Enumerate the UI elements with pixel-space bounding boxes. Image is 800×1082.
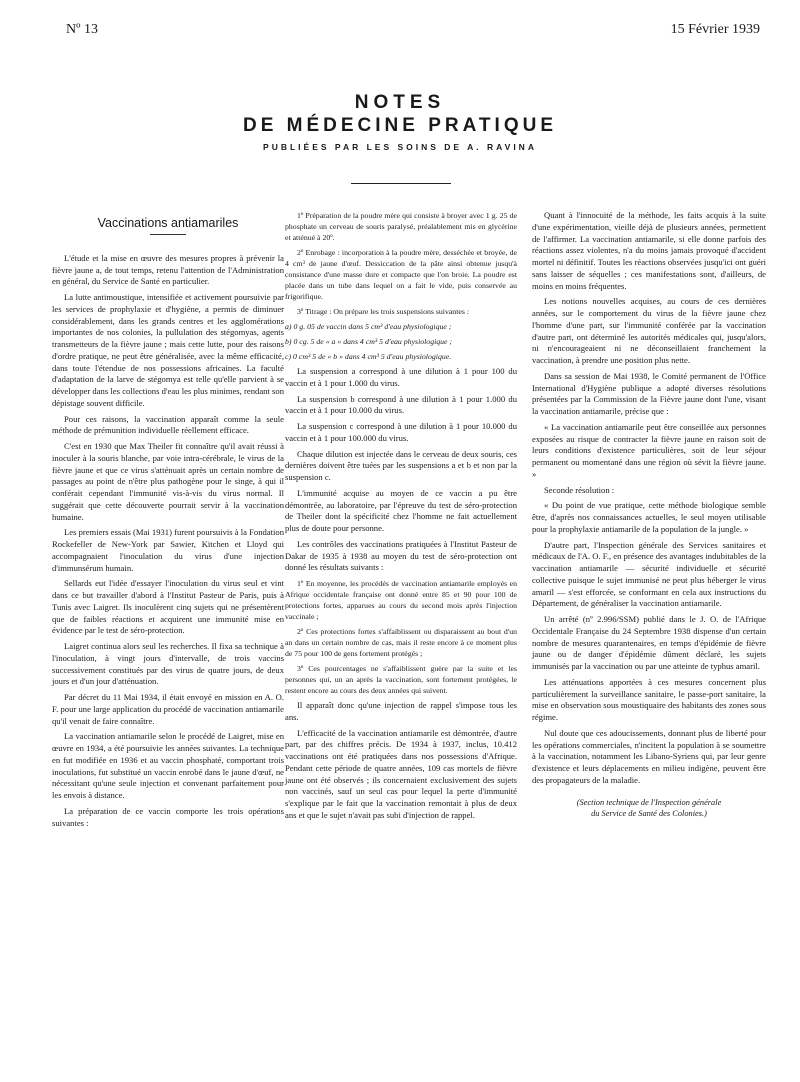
paragraph: Par décret du 11 Mai 1934, il était envoyé en mission en A. O. F. pour une large application du procédé de vaccination antiamarile qu'il venait de faire connaître.: [52, 692, 284, 726]
suspension-item: c) 0 cm³ 5 de « b » dans 4 cm³ 5 d'eau physiologique.: [285, 352, 452, 361]
quoted-resolution: « La vaccination antiamarile peut être conseillée aux personnes exposées au risque de contracter la fièvre jaune en raison soit de leurs conditions d'existence particulières, soit de leur séjour permanent ou momentané dans une région où sévit la fièvre jaune. »: [532, 421, 766, 479]
result-item: 2º Ces protections fortes s'affaiblissent ou disparaissent au bout d'un an dans un certain nombre de cas, mais il reste encore à ce moment plus de 75 pour 100 de gens fortement protégés ;: [285, 627, 517, 658]
source-line: du Service de Santé des Colonies.): [591, 809, 707, 818]
result-item: 3º Ces pourcentages ne s'affaiblissent guère par la suite et les personnes qui, un an après la vaccination, sont fortement protégées, le restent encore au cours des deux années qui suivent.: [285, 664, 517, 695]
paragraph: L'immunité acquise au moyen de ce vaccin a pu être démontrée, au laboratoire, par l'épreuve du test de séro-protection de Theiler dont la spécificité chez l'homme ne fait actuellement plus de doute pour personne.: [285, 487, 517, 533]
paragraph: La suspension b correspond à une dilution à 1 pour 1.000 du vaccin et à 1 pour 10.000 du virus.: [285, 393, 517, 416]
paragraph: La lutte antimoustique, intensifiée et activement poursuivie par les services de prophylaxie et d'hygiène, a permis de diminuer considérablement, dans les grands centres et les agglomérations importantes de nos colonies, la pullulation des stégomyas, agents transmetteurs de la fièvre jaune ; mais cette lutte, pour des raisons d'ordre pratique, ne peut être généralisée, avec la même efficacité, dans toute l'étendue de nos possessions africaines. La faculté d'adaptation de la larve de stégomya est telle qu'elle parvient à se développer dans les collections d'eau les plus minimes, rendant son dépistage souvent difficile.: [52, 292, 284, 408]
paragraph: L'étude et la mise en œuvre des mesures propres à prévenir la fièvre jaune a, de tout temps, retenu l'attention de l'Administration en général, du Service de Santé en particulier.: [52, 252, 284, 287]
masthead-subtitle: PUBLIÉES PAR LES SOINS DE A. RAVINA: [263, 142, 537, 152]
issue-date: 15 Février 1939: [670, 22, 760, 37]
paragraph: La vaccination antiamarile selon le procédé de Laigret, mise en œuvre en 1934, a été poursuivie les années suivantes. La technique en fut modifiée en 1936 et au vaccin phosphaté, comportant trois inoculations, fut substitué un vaccin enrobé dans le jaune d'œuf, ne nécessitant qu'une seule injection et convenant parfaitement pour les envois à distance.: [52, 731, 284, 800]
masthead-divider: [351, 183, 451, 184]
source-line: (Section technique de l'Inspection générale: [576, 797, 722, 807]
column-2: [285, 210, 517, 826]
article-title: Vaccinations antiamariles: [97, 216, 239, 230]
title-divider: [150, 234, 186, 235]
paragraph: Il apparaît donc qu'une injection de rappel s'impose tous les ans.: [285, 700, 517, 722]
preparation-step: 3º Titrage : On prépare les trois suspensions suivantes :: [297, 307, 469, 316]
paragraph: La suspension c correspond à une dilution à 1 pour 10.000 du vaccin et à 1 pour 100.000 du virus.: [285, 421, 517, 443]
paragraph: Un arrêté (nº 2.996/SSM) publié dans le J. O. de l'Afrique Occidentale Française du 24 Septembre 1938 dispense d'un certain nombre de mesures quarantenaires, en temps d'épidémie de fièvre jaune ou de danger d'épidémie dûment déclaré, les sujets immunisés par la vaccination ou par une atteinte de typhus amaril.: [532, 614, 766, 671]
paragraph: Chaque dilution est injectée dans le cerveau de deux souris, ces dernières doivent être tuées par les suspensions a et b et non par la suspension c.: [285, 448, 517, 482]
paragraph: Seconde résolution :: [544, 484, 615, 495]
preparation-step: 1º Préparation de la poudre mère qui consiste à broyer avec 1 g. 25 de phosphate un cerveau de souris paralysé, préalablement mis en glycérine et atténué à 20º.: [285, 211, 517, 242]
masthead-title-line1: NOTES: [354, 92, 446, 113]
paragraph: Les contrôles des vaccinations pratiquées à l'Institut Pasteur de Dakar de 1935 à 1938 au moyen du test de séro-protection ont donné les résultats suivants :: [285, 538, 517, 573]
paragraph: Les atténuations apportées à ces mesures concernent plus particulièrement la surveillance sanitaire, le passe-port sanitaire, la mise en observation sous moustiquaire des habitants des zones sous régime.: [532, 676, 766, 722]
paragraph: Les notions nouvelles acquises, au cours de ces dernières années, sur le comportement du virus de la fièvre jaune chez l'homme d'une part, sur l'immunité conférée par la vaccination d'autre part, ont déterminé les autorités médicales qui, jusqu'alors, ni n'encourageaient ni ne déconseillaient franchement la vaccination, à prendre une position plus nette.: [532, 296, 766, 365]
suspension-item: b) 0 cg. 5 de « a » dans 4 cm³ 5 d'eau physiologique ;: [285, 337, 453, 346]
column-1: [52, 218, 284, 833]
suspension-item: a) 0 g. 05 de vaccin dans 5 cm³ d'eau physiologique ;: [285, 322, 452, 331]
paragraph: L'efficacité de la vaccination antiamarile est démontrée, d'autre part, par des chiffres précis. De 1934 à 1937, inclus, 10.412 vaccinations ont été pratiquées dans nos possessions d'Afrique. Pendant cette période de quatre années, 109 cas mortels de fièvre jaune ont été observés ; ils concernaient exclusivement des sujets non vaccinés, sauf un seul cas pour lequel la perte d'immunité s'explique par le fait que la vaccination remontait à plus de deux ans et que le sujet n'avait pas subi d'injection de rappel.: [285, 727, 517, 820]
paragraph: C'est en 1930 que Max Theiler fit connaître qu'il avait réussi à inoculer à la souris blanche, par voie intra-cérébrale, le virus de la fièvre jaune et que ce virus s'atténuait après un certain nombre de passages au point de n'être plus pathogène pour le singe, à qui il conférait cependant l'immunité vis-à-vis du virus normal. Il suggérait que cette découverte pourrait servir à la vaccination humaine.: [52, 441, 284, 522]
paragraph: Nul doute que ces adoucissements, donnant plus de liberté pour les opérations commerciales, n'incitent la population à se soumettre à la vaccination, notamment les Libano-Syriens qui, par leur genre d'existence et leurs déplacements en milieu indigène, peuvent être des propagateurs de la maladie.: [532, 727, 766, 785]
paragraph: Laigret continua alors seul les recherches. Il fixa sa technique à l'inoculation, à vingt jours d'intervalle, de trois vaccins successivement constitués par des virus de quatre jours, de deux jours et d'un jour d'atténuation.: [52, 641, 284, 687]
paragraph: Pour ces raisons, la vaccination apparaît comme la seule méthode de prémunition individuelle réellement efficace.: [52, 413, 284, 436]
paragraph: D'autre part, l'Inspection générale des Services sanitaires et médicaux de l'A. O. F., en présence des avantages indubitables de la vaccination antiamarile — sécurité individuelle et sécurité collective puisque le sujet immunisé ne peut plus héberger le virus amaril — s'est efforcée, se conformant en cela aux instructions du Département, de généraliser la vaccination antiamarile.: [532, 539, 767, 609]
source-attribution: [532, 797, 766, 820]
paragraph: La préparation de ce vaccin comporte les trois opérations suivantes :: [52, 805, 284, 828]
masthead-title-line2: DE MÉDECINE PRATIQUE: [242, 115, 557, 136]
paragraph: Les premiers essais (Mai 1931) furent poursuivis à la Fondation Rockefeller de New-York par Sawier, Kitchen et Lloyd qui accompagnaient l'inoculation du virus d'une injection d'immunsérum humain.: [52, 527, 284, 573]
preparation-step: 2º Enrobage : incorporation à la poudre mère, desséchée et broyée, de 4 cm³ de jaune d'œuf. Dessiccation de la pâte ainsi obtenue jusqu'à consistance d'une masse dure et compacte que l'on broie. La poudre est placée dans un tube dans lequel on a fait le vide, puis conservée au frigorifique.: [285, 248, 517, 301]
issue-number: Nº 13: [66, 22, 98, 37]
column-3: [532, 210, 766, 820]
paragraph: La suspension a correspond à une dilution à 1 pour 100 du vaccin et à 1 pour 1.000 du virus.: [285, 366, 517, 388]
paragraph: Quant à l'innocuité de la méthode, les faits acquis à la suite d'une expérimentation, vieille déjà de plusieurs années, permettent de l'affirmer. La vaccination antiamarile, si elle donne parfois des réactions assez violentes, n'a du moins jamais provoqué d'accident mortel ni définitif. Toutes les réactions observées jusqu'ici ont guéri sans laisser de séquelles ; ces manifestations sont, d'ailleurs, de moins en moins fréquentes.: [532, 210, 766, 291]
paragraph: Dans sa session de Mai 1938, le Comité permanent de l'Office International d'Hygiène publique a adopté diverses résolutions présentées par la Commission de la Fièvre jaune dont l'une, visant la vaccination antiamarile, précise que :: [532, 370, 766, 416]
quoted-resolution: « Du point de vue pratique, cette méthode biologique semble être, d'après nos connaissances actuelles, le seul moyen utilisable pour la prophylaxie antiamarile de la population de la jungle. »: [532, 500, 766, 534]
result-item: 1º En moyenne, les procédés de vaccination antiamarile employés en Afrique occidentale française ont donné entre 85 et 90 pour 100 de protections fortes, apparues au cours du second mois après l'injection vaccinale ;: [285, 579, 517, 621]
paragraph: Sellards eut l'idée d'essayer l'inoculation du virus seul et vint dans ce but travailler d'abord à l'Institut Pasteur de Paris, puis à Tunis avec Laigret. Ils inoculèrent cinq sujets qui ne présentèrent que de faibles réactions et acquirent une immunité mise en évidence par le test de séro-protection.: [52, 578, 284, 636]
